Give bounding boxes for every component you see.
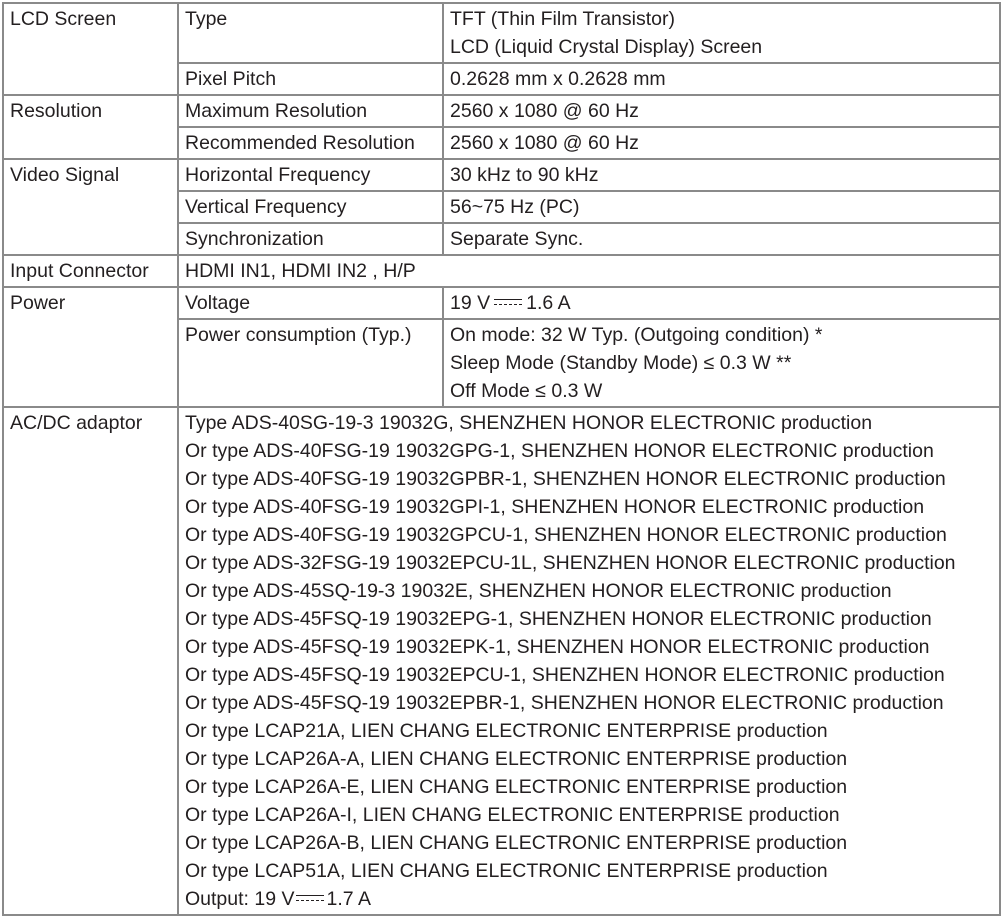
adaptor-type: Type ADS-40SG-19-3 19032G, SHENZHEN HONOR ELECTRONIC production (185, 412, 873, 434)
voltage-volts: 19 V (450, 292, 491, 314)
adaptor-type: Or type ADS-45FSQ-19 19032EPG-1, SHENZHEN HONOR ELECTRONIC production (185, 608, 932, 630)
row-voltage (3, 287, 1000, 319)
adaptor-type: Or type LCAP21A, LIEN CHANG ELECTRONIC ENTERPRISE production (185, 720, 828, 742)
row-lcd-type (3, 3, 1000, 63)
power-on-mode: On mode: 32 W Typ. (Outgoing condition) * (450, 324, 823, 346)
dc-current-icon (296, 893, 324, 903)
adaptor-type: Or type ADS-40FSG-19 19032GPCU-1, SHENZHEN HONOR ELECTRONIC production (185, 524, 947, 546)
value-input-connector: HDMI IN1, HDMI IN2 , H/P (178, 255, 1000, 287)
category-lcd-screen: LCD Screen (3, 3, 178, 95)
row-adaptor (3, 407, 1000, 915)
label-synchronization: Synchronization (178, 223, 443, 255)
adaptor-output-amps: 1.7 A (326, 888, 371, 910)
adaptor-type: Or type LCAP26A-A, LIEN CHANG ELECTRONIC ENTERPRISE production (185, 748, 848, 770)
value-adaptor-list (178, 407, 1000, 915)
value-horizontal-frequency: 30 kHz to 90 kHz (443, 159, 1000, 191)
label-max-resolution: Maximum Resolution (178, 95, 443, 127)
label-horizontal-frequency: Horizontal Frequency (178, 159, 443, 191)
adaptor-type: Or type ADS-45FSQ-19 19032EPBR-1, SHENZHEN HONOR ELECTRONIC production (185, 692, 944, 714)
value-recommended-resolution: 2560 x 1080 @ 60 Hz (443, 127, 1000, 159)
adaptor-output (185, 885, 993, 913)
adaptor-type: Or type ADS-45FSQ-19 19032EPK-1, SHENZHEN HONOR ELECTRONIC production (185, 636, 930, 658)
label-pixel-pitch: Pixel Pitch (178, 63, 443, 95)
label-vertical-frequency: Vertical Frequency (178, 191, 443, 223)
value-synchronization: Separate Sync. (443, 223, 1000, 255)
label-power-consumption: Power consumption (Typ.) (178, 319, 443, 407)
label-recommended-resolution: Recommended Resolution (178, 127, 443, 159)
adaptor-output-volts: Output: 19 V (185, 888, 295, 910)
adaptor-type: Or type LCAP26A-E, LIEN CHANG ELECTRONIC ENTERPRISE production (185, 776, 848, 798)
adaptor-type: Or type ADS-40FSG-19 19032GPBR-1, SHENZHEN HONOR ELECTRONIC production (185, 468, 946, 490)
adaptor-type: Or type LCAP26A-I, LIEN CHANG ELECTRONIC ENTERPRISE production (185, 804, 840, 826)
value-type (443, 3, 1000, 63)
value-type-line: TFT (Thin Film Transistor) (450, 8, 675, 30)
power-sleep-mode: Sleep Mode (Standby Mode) ≤ 0.3 W ** (450, 352, 792, 374)
value-max-resolution: 2560 x 1080 @ 60 Hz (443, 95, 1000, 127)
specifications-table (2, 2, 1001, 916)
value-pixel-pitch: 0.2628 mm x 0.2628 mm (443, 63, 1000, 95)
dc-current-icon (494, 297, 522, 307)
label-voltage: Voltage (178, 287, 443, 319)
adaptor-type: Or type LCAP26A-B, LIEN CHANG ELECTRONIC ENTERPRISE production (185, 832, 848, 854)
category-resolution: Resolution (3, 95, 178, 159)
adaptor-type: Or type ADS-45SQ-19-3 19032E, SHENZHEN HONOR ELECTRONIC production (185, 580, 892, 602)
value-power-consumption (443, 319, 1000, 407)
row-max-resolution (3, 95, 1000, 127)
power-off-mode: Off Mode ≤ 0.3 W (450, 380, 603, 402)
value-vertical-frequency: 56~75 Hz (PC) (443, 191, 1000, 223)
label-type: Type (178, 3, 443, 63)
category-adaptor: AC/DC adaptor (3, 407, 178, 915)
value-voltage (443, 287, 1000, 319)
category-power: Power (3, 287, 178, 407)
adaptor-type: Or type ADS-32FSG-19 19032EPCU-1L, SHENZHEN HONOR ELECTRONIC production (185, 552, 956, 574)
adaptor-type: Or type ADS-45FSQ-19 19032EPCU-1, SHENZHEN HONOR ELECTRONIC production (185, 664, 945, 686)
row-horizontal-frequency (3, 159, 1000, 191)
category-video-signal: Video Signal (3, 159, 178, 255)
adaptor-type: Or type ADS-40FSG-19 19032GPG-1, SHENZHEN HONOR ELECTRONIC production (185, 440, 934, 462)
adaptor-type: Or type LCAP51A, LIEN CHANG ELECTRONIC ENTERPRISE production (185, 860, 828, 882)
row-input-connector (3, 255, 1000, 287)
voltage-amps: 1.6 A (526, 292, 571, 314)
value-type-line: LCD (Liquid Crystal Display) Screen (450, 36, 763, 58)
adaptor-type: Or type ADS-40FSG-19 19032GPI-1, SHENZHEN HONOR ELECTRONIC production (185, 496, 925, 518)
category-input-connector: Input Connector (3, 255, 178, 287)
